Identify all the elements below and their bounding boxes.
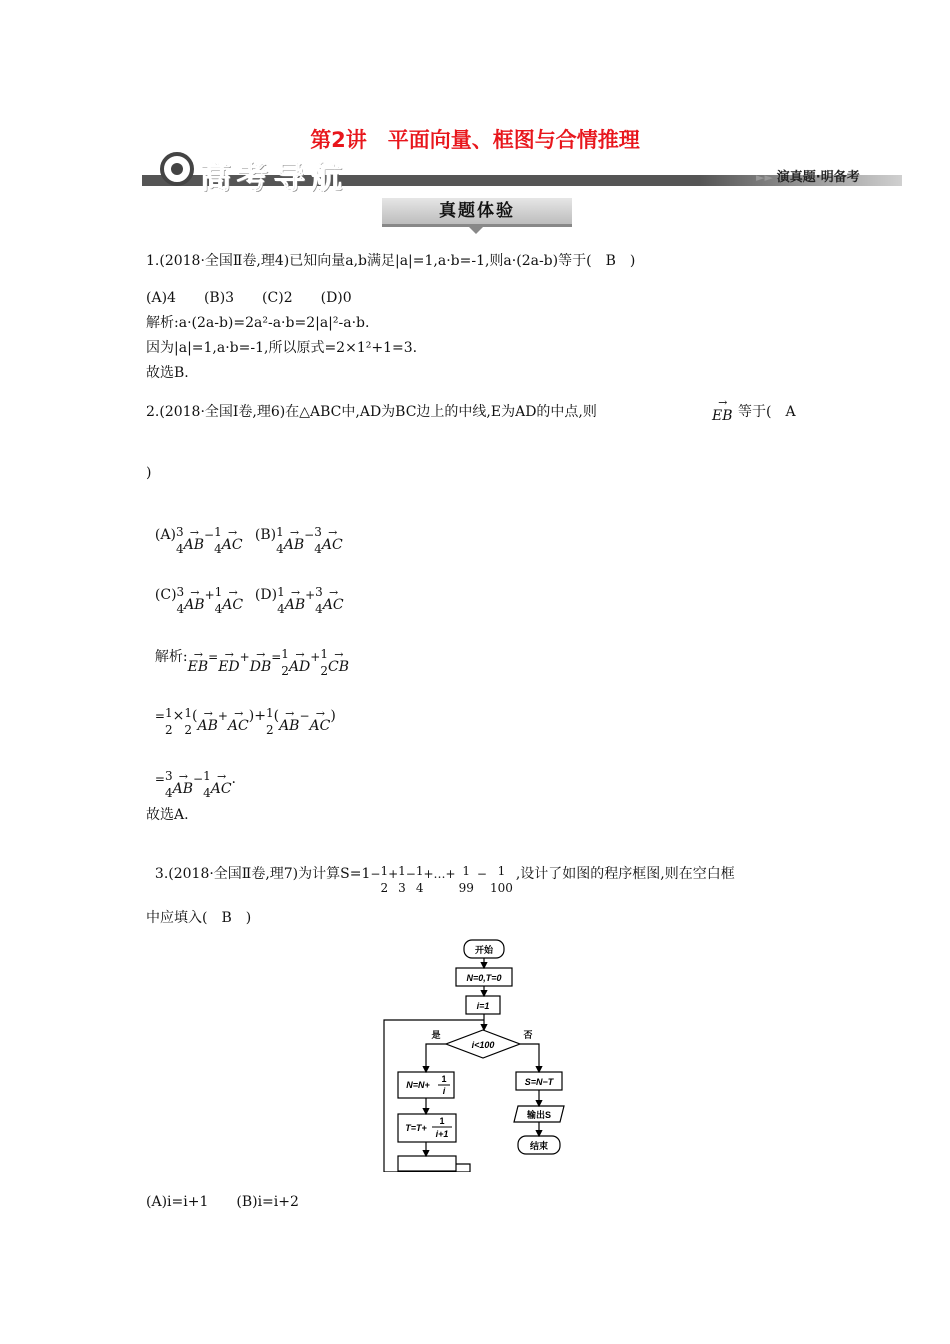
q1-options: (A)4 (B)3 (C)2 (D)0: [146, 290, 352, 306]
svg-text:i+1: i+1: [435, 1129, 449, 1139]
q2-stem-close: ): [146, 465, 152, 481]
init-label: N=0,T=0: [466, 973, 502, 983]
section-heading-pointer: [469, 227, 483, 234]
banner-subtitle: ►► 演真题·明备考: [756, 170, 860, 185]
q1-stem: 1.(2018·全国Ⅱ卷,理4)已知向量a,b满足|a|=1,a·b=-1,则a·(2a-b)等于( B ): [146, 253, 636, 269]
end-label: 结束: [529, 1141, 549, 1151]
double-arrow-icon: ►►: [756, 171, 777, 184]
page-title: 第2讲 平面向量、框图与合情推理: [310, 128, 640, 152]
banner-title: 高考导航: [200, 160, 348, 196]
t-update-label: T=T+: [405, 1123, 427, 1133]
q2-solution-end: 故选A.: [146, 807, 189, 823]
svg-text:1: 1: [439, 1116, 445, 1126]
q1-solution-line2: 因为|a|=1,a·b=-1,所以原式=2×1²+1=3.: [146, 340, 418, 356]
no-label: 否: [523, 1030, 533, 1040]
q3-stem: 3.(2018·全国Ⅱ卷,理7)为计算S=1− 1 2 + 1 3 − 1 4 +…+ 1 99 − 1 100 ,设计了如图的程序框图,则在空白框: [154, 864, 735, 895]
q2-solution-line3: = 3 4 → AB− 1 4 → AC.: [146, 752, 236, 800]
q1-solution-line1: 解析:a·(2a-b)=2a²-a·b=2|a|²-a·b.: [146, 315, 370, 331]
q2-stem-tail: 等于( A: [738, 404, 796, 420]
q2-solution-line2: = 1 2 × 1 2 (→ AB+→ AC)+ 1 2 (→ AB−→ AC): [146, 689, 336, 737]
start-label: 开始: [474, 945, 494, 955]
q2-solution-line1: 解析:→ EB=→ ED+→ DB= 1 2 → AD+ 1 2 → CB: [146, 630, 349, 678]
q2-stem-vector: → EB: [712, 398, 733, 424]
q1-solution-line3: 故选B.: [146, 365, 189, 381]
q2-option-d: (D) 1 4 → AB+ 3 4 → AC: [246, 568, 344, 616]
q2-option-c: (C) 3 4 → AB+ 1 4 → AC: [146, 568, 243, 616]
svg-text:1: 1: [441, 1074, 447, 1084]
condition-label: i<100: [471, 1040, 495, 1050]
s-calc-label: S=N−T: [524, 1077, 554, 1087]
yes-label: 是: [431, 1030, 441, 1040]
target-icon: [160, 152, 194, 186]
q2-stem: 2.(2018·全国Ⅰ卷,理6)在△ABC中,AD为BC边上的中线,E为AD的中点,则: [146, 404, 597, 420]
q2-option-a: (A) 3 4 → AB− 1 4 → AC: [146, 508, 243, 556]
i-init-label: i=1: [476, 1001, 490, 1011]
output-label: 输出S: [526, 1110, 552, 1120]
q3-options: (A)i=i+1 (B)i=i+2: [146, 1194, 299, 1210]
blank-box: [398, 1156, 456, 1171]
section-heading: 真题体验: [382, 198, 572, 227]
flowchart: [380, 936, 580, 1176]
q2-option-b: (B) 1 4 → AB− 3 4 → AC: [246, 508, 343, 556]
svg-text:i: i: [442, 1086, 446, 1096]
n-update-label: N=N+: [406, 1080, 430, 1090]
q3-stem-line2: 中应填入( B ): [146, 910, 252, 926]
